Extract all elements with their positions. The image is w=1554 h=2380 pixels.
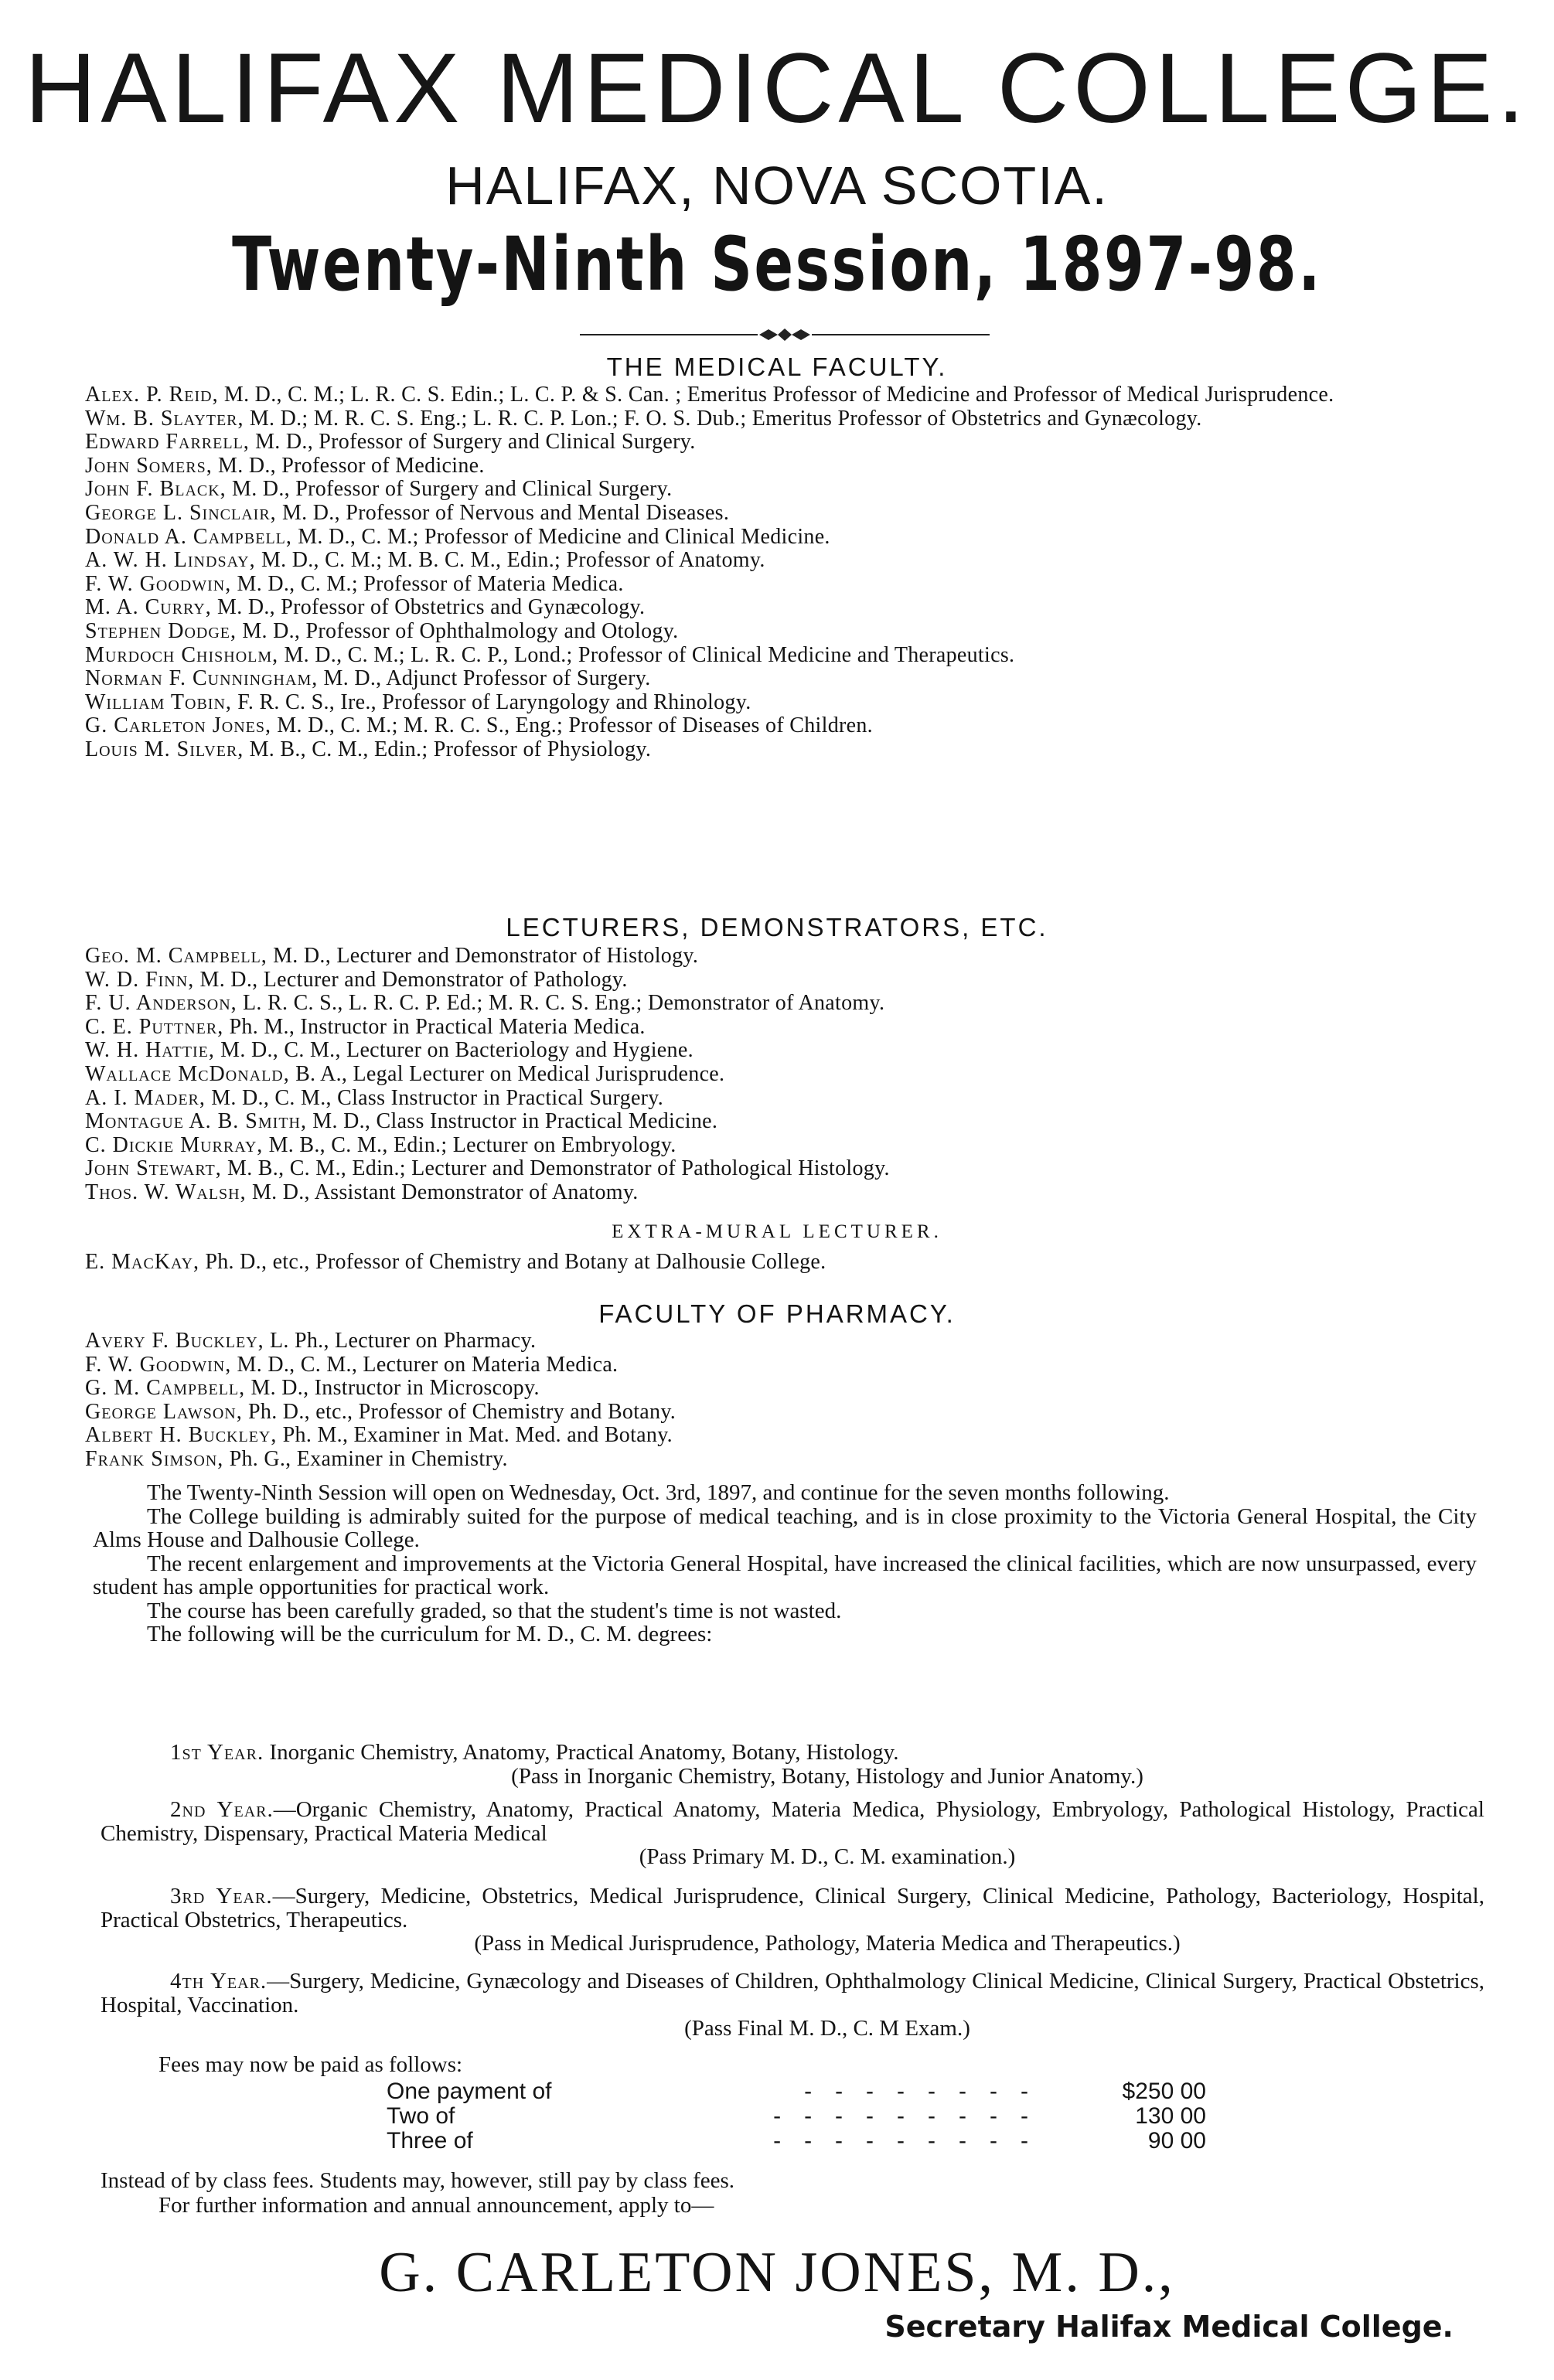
staff-name: Murdoch Chisholm, <box>85 642 279 667</box>
staff-entry <box>85 714 1492 738</box>
medical-faculty-heading: THE MEDICAL FACULTY. <box>606 352 948 381</box>
staff-name: Montague A. B. Smith, <box>85 1109 307 1134</box>
year-label: 3rd Year. <box>170 1884 273 1908</box>
staff-credentials: M. D., Professor of Medicine. <box>218 453 485 478</box>
staff-credentials: M. D., C. M.; L. R. C. S. Edin.; L. C. P. & S. Can. ; Emeritus Professor of Medicine and Professor of Medical Jurisprudence. <box>223 383 1334 407</box>
staff-name: C. Dickie Murray, <box>85 1132 264 1157</box>
staff-name: Edward Farrell, <box>85 430 250 455</box>
year-label: 2nd Year. <box>170 1797 274 1822</box>
year-pass: (Pass Final M. D., C. M Exam.) <box>684 2016 970 2041</box>
staff-credentials: M. D., C. M.; M. B. C. M., Edin.; Professor of Anatomy. <box>261 548 765 573</box>
staff-credentials: M. D., Instructor in Microscopy. <box>250 1376 540 1401</box>
pharmacy-heading: FACULTY OF PHARMACY. <box>598 1299 956 1328</box>
staff-entry <box>85 1063 1492 1087</box>
fee-row <box>387 2104 1206 2129</box>
staff-entry <box>85 478 1492 502</box>
staff-entry <box>85 1377 1492 1401</box>
staff-name: Albert H. Buckley, <box>85 1423 278 1448</box>
staff-name: Geo. M. Campbell, <box>85 944 268 968</box>
staff-name: William Tobin, <box>85 689 232 714</box>
info-paragraph: The Twenty-Ninth Session will open on Wednesday, Oct. 3rd, 1897, and continue for the seven months following. <box>147 1480 1170 1505</box>
ornament-divider <box>580 326 990 343</box>
staff-credentials: L. R. C. S., L. R. C. P. Ed.; M. R. C. S. Eng.; Demonstrator of Anatomy. <box>243 991 885 1016</box>
staff-entry <box>85 1110 1492 1134</box>
info-paragraph: The following will be the curriculum for M. D., C. M. degrees: <box>147 1622 713 1646</box>
staff-name: John Stewart, <box>85 1156 222 1181</box>
fee-label: Two of <box>387 2103 455 2129</box>
year-subjects: —Surgery, Medicine, Obstetrics, Medical Jurisprudence, Clinical Surgery, Clinical Medicine, Pathology, Bacteriology, Hospital, Practical Obstetrics, Therapeutics. <box>101 1884 1484 1932</box>
year-label: 1st Year. <box>170 1740 264 1765</box>
fee-row <box>387 2129 1206 2154</box>
staff-name: F. W. Goodwin, <box>85 571 232 596</box>
session-title: Twenty-Ninth Session, 1897-98. <box>232 221 1322 308</box>
staff-credentials: Ph. M., Examiner in Mat. Med. and Botany. <box>282 1423 673 1448</box>
staff-entry <box>85 644 1492 668</box>
curriculum-year-1 <box>101 1741 1484 1788</box>
leader-dashes: -------- <box>804 2079 1051 2104</box>
extramural-heading: EXTRA-MURAL LECTURER. <box>612 1221 942 1242</box>
staff-credentials: M. B., C. M., Edin.; Lecturer on Embryology. <box>268 1132 676 1157</box>
staff-name: George L. Sinclair, <box>85 500 277 525</box>
year-subjects: Inorganic Chemistry, Anatomy, Practical Anatomy, Botany, Histology. <box>269 1740 899 1765</box>
year-pass: (Pass in Medical Jurisprudence, Pathology, Materia Medica and Therapeutics.) <box>474 1931 1181 1956</box>
curriculum-year-4 <box>101 1970 1484 2041</box>
staff-entry <box>85 526 1492 550</box>
staff-entry <box>85 969 1492 993</box>
staff-credentials: M. D., C. M., Lecturer on Materia Medica. <box>237 1352 619 1377</box>
staff-entry <box>85 1401 1492 1425</box>
staff-name: Frank Simson, <box>85 1446 224 1471</box>
staff-entry <box>85 667 1492 691</box>
staff-credentials: M. D., Professor of Surgery and Clinical Surgery. <box>255 430 696 455</box>
staff-credentials: M. D., Lecturer and Demonstrator of Pathology. <box>199 967 628 992</box>
staff-name: F. U. Anderson, <box>85 991 237 1016</box>
staff-name: John F. Black, <box>85 477 227 502</box>
staff-name: John Somers, <box>85 453 213 478</box>
staff-name: C. E. Puttner, <box>85 1014 224 1039</box>
staff-name: Avery F. Buckley, <box>85 1329 264 1353</box>
lecturers-list <box>85 945 1492 1205</box>
staff-credentials: M. D., Adjunct Professor of Surgery. <box>323 666 651 691</box>
staff-credentials: M. D., Professor of Surgery and Clinical Surgery. <box>232 477 673 502</box>
fee-amount: $250 00 <box>1122 2079 1206 2104</box>
staff-credentials: M. D., Lecturer and Demonstrator of Histology. <box>273 944 699 968</box>
staff-credentials: M. D., Professor of Nervous and Mental Diseases. <box>281 500 730 525</box>
staff-entry <box>85 573 1492 597</box>
signature-title: Secretary Halifax Medical College. <box>884 2310 1453 2344</box>
staff-entry <box>85 1087 1492 1111</box>
staff-name: Alex. P. Reid, <box>85 383 219 407</box>
medical-faculty-list <box>85 383 1492 762</box>
college-title: HALIFAX MEDICAL COLLEGE. <box>24 33 1530 144</box>
year-subjects: —Organic Chemistry, Anatomy, Practical Anatomy, Materia Medica, Physiology, Embryology, Pathological Histology, Practical Chemistry, Dispensary, Practical Materia Medical <box>101 1797 1484 1846</box>
staff-entry <box>85 1353 1492 1377</box>
info-paragraph: The College building is admirably suited for the purpose of medical teaching, and is in close proximity to the Victoria General Hospital, the City Alms House and Dalhousie College. <box>93 1503 1477 1552</box>
staff-entry <box>85 407 1492 431</box>
staff-name: W. D. Finn, <box>85 967 195 992</box>
pharmacy-list <box>85 1330 1492 1472</box>
staff-name: Wallace McDonald, <box>85 1061 290 1086</box>
session-info <box>93 1481 1477 1646</box>
staff-credentials: M. D., Class Instructor in Practical Medicine. <box>312 1109 718 1134</box>
staff-credentials: B. A., Legal Lecturer on Medical Jurisprudence. <box>295 1061 725 1086</box>
leader-dashes: --------- <box>773 2103 1051 2129</box>
staff-name: G. Carleton Jones, <box>85 713 271 738</box>
info-paragraph: The course has been carefully graded, so that the student's time is not wasted. <box>147 1598 842 1623</box>
staff-credentials: M. D., C. M.; L. R. C. P., Lond.; Professor of Clinical Medicine and Therapeutics. <box>284 642 1015 667</box>
staff-name: Stephen Dodge, <box>85 618 237 643</box>
staff-name: Norman F. Cunningham, <box>85 666 319 691</box>
staff-name: Louis M. Silver, <box>85 737 244 761</box>
staff-credentials: M. B., C. M., Edin.; Lecturer and Demonstrator of Pathological Histology. <box>227 1156 890 1181</box>
staff-credentials: Ph. D., etc., Professor of Chemistry and Botany at Dalhousie College. <box>205 1250 826 1274</box>
staff-entry <box>85 1448 1492 1472</box>
staff-credentials: Ph. M., Instructor in Practical Materia Medica. <box>229 1014 646 1039</box>
staff-entry <box>85 502 1492 526</box>
staff-credentials: M. D., Professor of Obstetrics and Gynæcology. <box>217 595 646 620</box>
year-pass: (Pass in Inorganic Chemistry, Botany, Histology and Junior Anatomy.) <box>511 1763 1143 1789</box>
staff-credentials: M. B., C. M., Edin.; Professor of Physiology. <box>249 737 652 761</box>
staff-credentials: F. R. C. S., Ire., Professor of Laryngology and Rhinology. <box>237 689 751 714</box>
staff-name: W. H. Hattie, <box>85 1038 215 1063</box>
staff-entry <box>85 383 1492 407</box>
staff-entry <box>85 1016 1492 1040</box>
staff-name: M. A. Curry, <box>85 595 212 620</box>
fee-label: One payment of <box>387 2079 552 2104</box>
staff-entry <box>85 1251 1492 1275</box>
signature-name: G. CARLETON JONES, M. D., <box>379 2241 1175 2304</box>
staff-entry <box>85 945 1492 969</box>
staff-entry <box>85 1134 1492 1158</box>
staff-entry <box>85 1181 1492 1205</box>
staff-entry <box>85 596 1492 620</box>
staff-credentials: M. D., C. M.; M. R. C. S., Eng.; Professor of Diseases of Children. <box>277 713 873 738</box>
curriculum-year-3 <box>101 1885 1484 1956</box>
staff-entry <box>85 431 1492 455</box>
staff-entry <box>85 620 1492 644</box>
staff-credentials: M. D., C. M.; Professor of Materia Medica. <box>237 571 624 596</box>
closing-notes <box>101 2168 1484 2218</box>
staff-name: George Lawson, <box>85 1399 243 1424</box>
staff-credentials: M. D., Professor of Ophthalmology and Otology. <box>242 618 679 643</box>
fees-intro: Fees may now be paid as follows: <box>158 2052 463 2077</box>
staff-credentials: M. D., Assistant Demonstrator of Anatomy. <box>251 1180 639 1204</box>
staff-name: Donald A. Campbell, <box>85 524 292 549</box>
staff-credentials: M. D., C. M., Lecturer on Bacteriology and Hygiene. <box>220 1038 694 1063</box>
info-paragraph: The recent enlargement and improvements at the Victoria General Hospital, have increased the clinical facilities, which are now unsurpassed, every student has ample opportunities for practical work. <box>93 1551 1477 1599</box>
staff-entry <box>85 738 1492 762</box>
staff-entry <box>85 1039 1492 1063</box>
fee-label: Three of <box>387 2128 473 2154</box>
staff-credentials: Ph. G., Examiner in Chemistry. <box>229 1446 508 1471</box>
fee-row <box>387 2079 1206 2104</box>
staff-credentials: M. D., C. M., Class Instructor in Practical Surgery. <box>211 1085 664 1110</box>
staff-name: E. MacKay, <box>85 1250 200 1274</box>
college-location: HALIFAX, NOVA SCOTIA. <box>445 155 1109 216</box>
staff-entry <box>85 691 1492 715</box>
year-subjects: —Surgery, Medicine, Gynæcology and Diseases of Children, Ophthalmology Clinical Medicine, Clinical Surgery, Practical Obstetrics, Hospital, Vaccination. <box>101 1969 1484 2017</box>
staff-name: A. I. Mader, <box>85 1085 206 1110</box>
staff-name: A. W. H. Lindsay, <box>85 548 256 573</box>
staff-credentials: L. Ph., Lecturer on Pharmacy. <box>269 1329 537 1353</box>
staff-credentials: M. D.; M. R. C. S. Eng.; L. R. C. P. Lon.; F. O. S. Dub.; Emeritus Professor of Obstetrics and Gynæcology. <box>249 406 1202 431</box>
staff-entry <box>85 1330 1492 1353</box>
staff-entry <box>85 1424 1492 1448</box>
closing-line: For further information and annual announcement, apply to— <box>158 2193 714 2218</box>
lecturers-heading: LECTURERS, DEMONSTRATORS, ETC. <box>506 913 1048 941</box>
staff-entry <box>85 992 1492 1016</box>
staff-entry <box>85 1157 1492 1181</box>
staff-name: F. W. Goodwin, <box>85 1352 232 1377</box>
staff-entry <box>85 549 1492 573</box>
extramural-list <box>85 1251 1492 1275</box>
staff-name: G. M. Campbell, <box>85 1376 246 1401</box>
staff-name: Thos. W. Walsh, <box>85 1180 247 1204</box>
leader-dashes: --------- <box>773 2128 1051 2154</box>
fee-amount: 130 00 <box>1135 2103 1206 2129</box>
year-pass: (Pass Primary M. D., C. M. examination.) <box>639 1844 1016 1869</box>
year-label: 4th Year. <box>170 1969 268 1994</box>
staff-name: Wm. B. Slayter, <box>85 406 244 431</box>
closing-line: Instead of by class fees. Students may, however, still pay by class fees. <box>101 2168 735 2193</box>
staff-credentials: M. D., C. M.; Professor of Medicine and Clinical Medicine. <box>298 524 830 549</box>
curriculum-year-2 <box>101 1798 1484 1869</box>
staff-entry <box>85 455 1492 478</box>
fee-amount: 90 00 <box>1147 2128 1206 2154</box>
staff-credentials: Ph. D., etc., Professor of Chemistry and Botany. <box>248 1399 676 1424</box>
